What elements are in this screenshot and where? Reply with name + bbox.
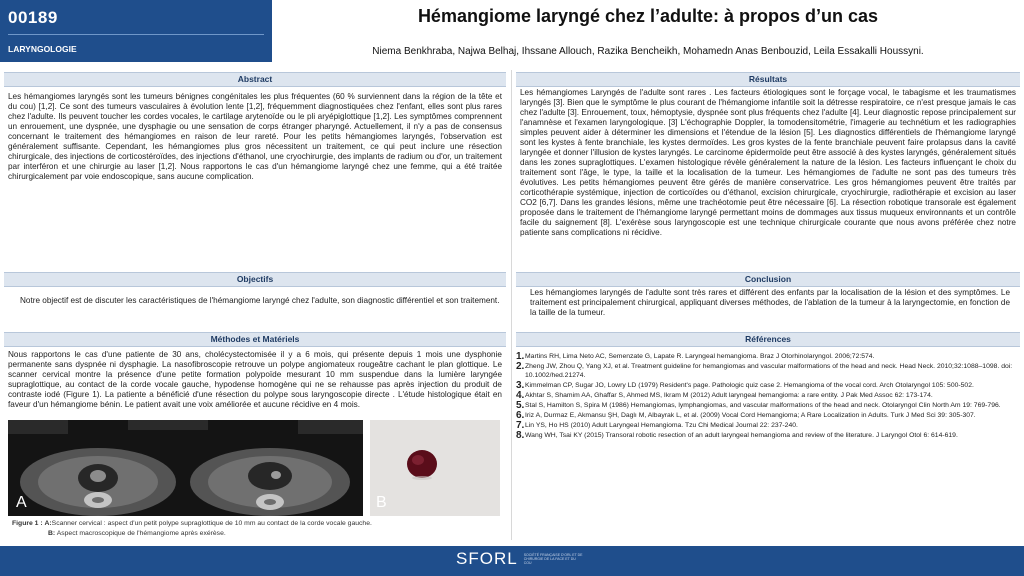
resultats-text: Les hémangiomes Laryngés de l'adulte sont rares . Les facteurs étiologiques sont le forçage vocal, le tabagisme et les traumatismes laryngés [3]. Bien que le symptôme le plus courant de l'hémangiome infantile soit la détresse respiratoire, ce n'est presque jamais le cas chez l'adulte [3]. Enrouement, toux, hémoptysie, dyspnée sont plus fréquents chez l'adulte [4]. Leur diagnostic repose principalement sur l'anamnèse et l'examen laryngologique. [3] L'échographie Doppler, la tomodensitométrie, l'imagerie au technétium et les radiographies simples peuvent aider à déterminer les dimensions et l'étendue de la lésion [5]. Les diagnostics différentiels de l'hémangiome laryngé sont les kystes à fente branchiale, les kystes dermoïdes. Les gros kystes de la fente branchiale peuvent faire prolapsus dans la cavité laryngée et donner l'illusion de kystes laryngés. Le carcinome épidermoïde peut être associé à des kystes laryngés, généralement situés dans les zones supraglottiques. L'examen histologique révèle généralement la nature de la lésion. Les facteurs influençant le choix du traitement sont l'âge, le type, la taille et la localisation de la tumeur. Les hémangiomes de l'adulte ne sont pas des tumeurs très évolutives. Les petits hémangiomes peuvent être gérés de manière conservatrice. Les gros hémangiomes peuvent être traités par corticothérapie systémique, injection de corticoïdes ou d'éthanol, excision chirurgicale, cryochirurgie, radiothérapie et excision au laser CO2 [6,7]. Dans les grandes lésions, même une trachéotomie peut être nécessaire [6]. La résection robotique transorale est également proposée dans le traitement de l'hémangiome laryngé permettant moins de dommages aux tissus muqueux environnants et un contrôle facile du saignement [8]. L'exérèse sous laryngoscopie est une technique chirurgicale courante que nous avons préférée chez notre patiente sans complications ni récidive.: [520, 88, 1016, 237]
column-divider: [511, 70, 512, 540]
badge-divider: [8, 34, 264, 35]
figure-specimen-photo: [370, 420, 500, 516]
references-heading: Références: [516, 332, 1020, 347]
reference-item: 2. Zheng JW, Zhou Q, Yang XJ, et al. Treatment guideline for hemangiomas and vascular malformations of the head and neck. Head Neck. 2010;32:1088–1098. doi: 10.1002/hed.21274.: [516, 361, 1013, 379]
caption-b-text: Aspect macroscopique de l'hémangiome après exérèse.: [56, 530, 226, 537]
caption-b-prefix: B:: [48, 530, 56, 537]
poster-number: 00189: [8, 8, 58, 27]
author-list: Niema Benkhraba, Najwa Belhaj, Ihssane Allouch, Razika Bencheikh, Mohamedn Anas Benbouzid, Leila Essakalli Houssyni.: [372, 46, 924, 57]
figure-caption: [12, 519, 502, 539]
objectifs-heading: Objectifs: [4, 272, 506, 287]
methodes-heading: Méthodes et Matériels: [4, 332, 506, 347]
resultats-heading: Résultats: [516, 72, 1020, 87]
ct-scan-illustration: [8, 420, 363, 516]
reference-item: 5. Stal S, Hamilton S, Spira M (1986) Hemangiomas, lymphangiomas, and vascular malformations of the head and neck. Otolaryngol Clin North Am 19: 769-796.: [516, 400, 1001, 411]
figure-label-a: A: [16, 494, 27, 511]
reference-item: 4. Akhtar S, Shamim AA, Ghaffar S, Ahmed MS, Ikram M (2012) Adult laryngeal hemangioma: a rare entity. J Pak Med Assoc 62: 173-174.: [516, 390, 933, 401]
caption-a-prefix: A:: [44, 520, 52, 527]
logo-subtitle: SOCIÉTÉ FRANÇAISE D'ORL ET DE CHIRURGIE DE LA FACE ET DU COU: [523, 553, 583, 565]
reference-item: 1. Martins RH, Lima Neto AC, Semenzate G, Lapate R. Laryngeal hemangioma. Braz J Otorhinolaryngol. 2006;72:574.: [516, 351, 875, 362]
caption-figure-prefix: Figure 1 :: [12, 520, 43, 527]
conclusion-heading: Conclusion: [516, 272, 1020, 287]
references-list: [516, 352, 1016, 441]
poster-category: LARYNGOLOGIE: [8, 44, 77, 54]
poster-badge: [0, 0, 272, 62]
sforl-logo: [456, 549, 584, 569]
methodes-text: Nous rapportons le cas d'une patiente de 30 ans, cholécystectomisée il y a 6 mois, qui présente depuis 1 mois une dysphonie permanente sans dyspnée ni dysphagie. La nasofibroscopie retrouve un polype angiomateux rougeâtre cachant le plan glottique. Le scanner cervical montre la présence d'une petite formation polypoïde mesurant 10 mm suspendue dans la lumière laryngée supraglottique, au contact de la corde vocale gauche, hypodense homogène qui ne se rehausse pas après injection du produit de contraste iodé (Figure 1). La patiente a bénéficié d'une résection du polype sous laryngoscopie directe . L'étude histologique était en faveur d'un hémangiome bénin. Le patient avait une voix améliorée et aucune récidive en 4 mois.: [8, 350, 502, 409]
specimen-illustration: [370, 420, 500, 516]
reference-item: 7. Lin YS, Ho HS (2010) Adult Laryngeal Hemangioma. Tzu Chi Medical Journal 22: 237-240.: [516, 420, 798, 431]
objectifs-text: Notre objectif est de discuter les caractéristiques de l'hémangiome laryngé chez l'adulte, son diagnostic différentiel et son traitement.: [20, 296, 500, 305]
abstract-heading: Abstract: [4, 72, 506, 87]
abstract-text: Les hémangiomes laryngés sont les tumeurs bénignes congénitales les plus fréquentes (60 % surviennent dans la région de la tête et du cou) [1,2]. Ce sont des tumeurs vasculaires à évolution lente [1,2], fréquemment diagnostiquées chez l'enfant, elles sont plus rares chez l'adulte. Ils peuvent toucher les cordes vocales, le cartilage arytenoïde ou le pli aryépiglottique [1,2]. Les symptômes comprennent un enrouement, une dyspnée, une dysphagie ou une sensation de corps étranger pharyngé. Actuellement, il n'y a pas de consensus concernant le traitement des hémangiomes en raison de leur rareté. Pour les petits hémangiomes laryngés, l'observation est généralement suffisante. Cependant, les hémangiomes plus gros nécessitent un traitement, ce qui peut inclure une résection chirurgicale, des injections de corticostéroïdes, des injections d'éthanol, une cryochirurgie, des implants de radium ou d'or, un traitement par interféron et une chirurgie au laser [1,2]. Nous rapportons le cas d'un hémangiome laryngé chez une femme, qui a été traitée chirurgicalement par voie endoscopique, sans aucune complication.: [8, 92, 502, 181]
reference-item: 6. Iriz A, Durmaz E, Akmansu ŞH, Daglı M, Albayrak L, et al. (2009) Vocal Cord Hemangioma; A Rare Localization in Adults. Turk J Med Sci 39: 305-307.: [516, 410, 976, 421]
poster-footer: [0, 546, 1024, 576]
poster-title: Hémangiome laryngé chez l’adulte: à propos d’un cas: [417, 6, 879, 26]
reference-item: 3. Kimmelman CP, Sugar JO, Lowry LD (1979) Resident's page. Pathologic quiz case 2. Hemangioma of the vocal cord. Arch Otolaryngol 105: 500-502.: [516, 380, 974, 391]
figure-ct-scan: [8, 420, 363, 516]
caption-a-text: Scanner cervical : aspect d'un petit polype supraglottique de 10 mm au contact de la corde vocale gauche.: [51, 520, 372, 527]
reference-item: 8. Wang WH, Tsai KY (2015) Transoral robotic resection of an adult laryngeal hemangioma and review of the literature. J Laryngol Otol 6: 614-619.: [516, 430, 958, 441]
figure-label-b: B: [376, 494, 387, 511]
logo-text: SFORL: [456, 549, 518, 568]
conclusion-text: Les hémangiomes laryngés de l'adulte sont très rares et différent des enfants par la localisation de la lésion et des symptômes. Le traitement est principalement chirurgical, appliquant diverses méthodes, de l'ablation de la tumeur à la laryngectomie, en fonction de la taille de la tumeur.: [530, 288, 1010, 317]
